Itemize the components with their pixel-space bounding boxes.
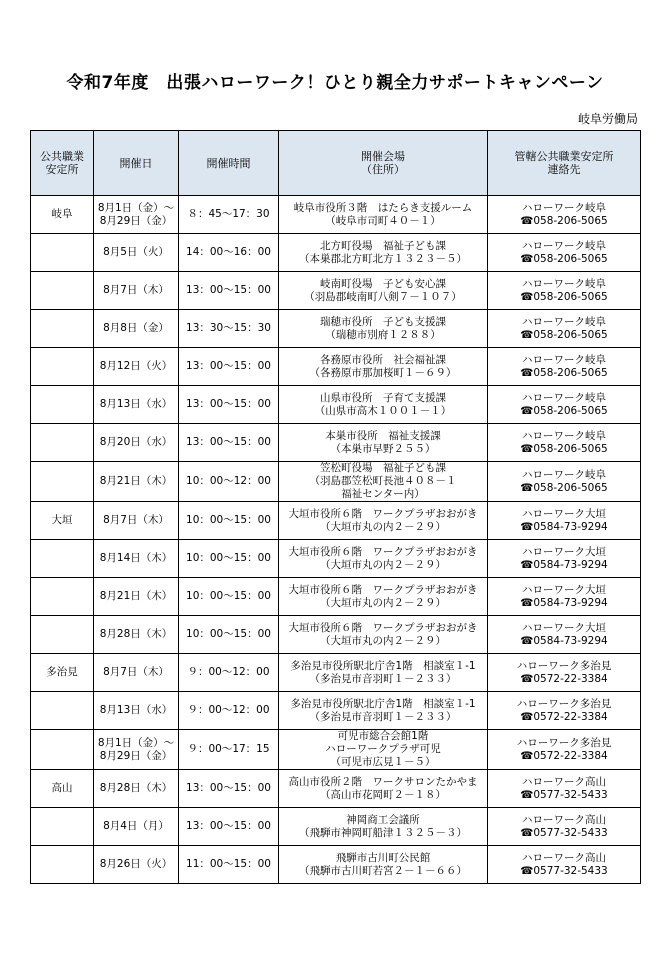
- cell-line: 8月12日（火）: [99, 360, 173, 372]
- table-header-row: [31, 131, 641, 196]
- cell-date: [94, 348, 179, 386]
- cell-office: [31, 540, 94, 578]
- cell-venue: [279, 462, 488, 502]
- cell-date: [94, 272, 179, 310]
- cell-office: [31, 272, 94, 310]
- cell-time: 10：00～12：00: [179, 462, 279, 502]
- cell-venue: [279, 846, 488, 884]
- cell-line: 8月28日（木）: [99, 628, 173, 640]
- cell-line: 笠松町役場 福祉子ども課: [320, 462, 446, 474]
- cell-line: 8月26日（火）: [99, 858, 173, 870]
- cell-line: 8月1日（金）～: [97, 201, 175, 214]
- table-row: [31, 540, 641, 578]
- cell-venue: [279, 310, 488, 348]
- office-name: ハローワーク大垣: [522, 621, 606, 634]
- header-time: 開催時間: [179, 131, 279, 196]
- cell-line: 8月14日（木）: [99, 552, 173, 564]
- cell-line: ハローワークプラザ可児: [325, 743, 441, 755]
- cell-venue: [279, 424, 488, 462]
- cell-time: 10：00～15：00: [179, 578, 279, 616]
- cell-contact: [488, 770, 641, 808]
- office-name: ハローワーク高山: [522, 775, 606, 788]
- cell-date: [94, 770, 179, 808]
- cell-line: （山県市高木１００１－１）: [314, 404, 452, 417]
- phone-number: ☎0584-73-9294: [520, 596, 608, 609]
- table-row: [31, 310, 641, 348]
- cell-office: [31, 730, 94, 770]
- cell-date: [94, 730, 179, 770]
- table-row: [31, 654, 641, 692]
- table-row: [31, 846, 641, 884]
- cell-line: 可児市総合会館1階: [337, 730, 429, 742]
- cell-venue: [279, 196, 488, 234]
- cell-contact: [488, 272, 641, 310]
- cell-contact: [488, 502, 641, 540]
- cell-time: 10：00～15：00: [179, 502, 279, 540]
- cell-office: [31, 616, 94, 654]
- cell-contact: [488, 846, 641, 884]
- phone-number: ☎058-206-5065: [520, 442, 608, 455]
- cell-line: 8月29日（金）: [99, 214, 173, 227]
- cell-line: 8月21日（木）: [99, 475, 173, 487]
- cell-contact: [488, 462, 641, 502]
- cell-line: 8月7日（木）: [103, 666, 169, 678]
- cell-venue: [279, 234, 488, 272]
- phone-number: ☎058-206-5065: [520, 252, 608, 265]
- cell-venue: [279, 654, 488, 692]
- cell-time: 13：30～15：30: [179, 310, 279, 348]
- office-name: ハローワーク岐阜: [522, 277, 606, 290]
- cell-contact: [488, 692, 641, 730]
- cell-contact: [488, 578, 641, 616]
- table-row: [31, 272, 641, 310]
- cell-contact: [488, 234, 641, 272]
- cell-date: [94, 654, 179, 692]
- table-row: [31, 730, 641, 770]
- cell-line: 山県市役所 子育て支援課: [320, 391, 446, 404]
- office-name: ハローワーク岐阜: [522, 353, 606, 366]
- cell-line: 8月28日（木）: [99, 782, 173, 794]
- office-name: ハローワーク多治見: [516, 736, 612, 749]
- cell-line: 大垣市役所６階 ワークプラザおおがき: [288, 583, 478, 596]
- cell-line: 8月4日（月）: [103, 820, 169, 832]
- cell-line: （羽島郡岐南町八剣７－１０７）: [304, 290, 462, 303]
- office-name: ハローワーク岐阜: [522, 239, 606, 252]
- cell-line: （多治見市音羽町１－２３３）: [309, 672, 457, 685]
- cell-line: 岐阜市役所３階 はたらき支援ルーム: [293, 201, 473, 214]
- cell-time: 14：00～16：00: [179, 234, 279, 272]
- office-name: ハローワーク岐阜: [522, 468, 606, 481]
- cell-contact: [488, 654, 641, 692]
- table-row: [31, 692, 641, 730]
- cell-line: 大垣市役所６階 ワークプラザおおがき: [288, 507, 478, 520]
- cell-venue: [279, 272, 488, 310]
- cell-date: [94, 808, 179, 846]
- cell-office: [31, 234, 94, 272]
- cell-line: 福祉センター内）: [341, 488, 425, 500]
- table-row: [31, 770, 641, 808]
- cell-venue: [279, 730, 488, 770]
- cell-line: （飛騨市古川町若宮２－１－６６）: [299, 864, 467, 877]
- office-name: ハローワーク岐阜: [522, 429, 606, 442]
- phone-number: ☎058-206-5065: [520, 290, 608, 303]
- header-venue: 開催会場 （住所）: [279, 131, 488, 196]
- cell-time: ８：45～17：30: [179, 196, 279, 234]
- phone-number: ☎0584-73-9294: [520, 520, 608, 533]
- cell-line: 本巣市役所 福祉支援課: [325, 429, 441, 442]
- cell-venue: [279, 616, 488, 654]
- table-row: [31, 234, 641, 272]
- cell-venue: [279, 692, 488, 730]
- cell-line: （大垣市丸の内２－２９）: [320, 634, 446, 647]
- phone-number: ☎0577-32-5433: [520, 826, 608, 839]
- cell-date: [94, 692, 179, 730]
- cell-office: 岐阜: [31, 196, 94, 234]
- phone-number: ☎058-206-5065: [520, 328, 608, 341]
- cell-date: [94, 462, 179, 502]
- cell-line: （高山市花岡町２－１８）: [320, 788, 446, 801]
- phone-number: ☎058-206-5065: [520, 214, 608, 227]
- cell-date: [94, 196, 179, 234]
- phone-number: ☎058-206-5065: [520, 404, 608, 417]
- phone-number: ☎0584-73-9294: [520, 634, 608, 647]
- cell-line: （大垣市丸の内２－２９）: [320, 558, 446, 571]
- cell-date: [94, 578, 179, 616]
- cell-line: 高山市役所２階 ワークサロンたかやま: [288, 775, 478, 788]
- table-row: [31, 424, 641, 462]
- office-name: ハローワーク岐阜: [522, 201, 606, 214]
- cell-line: （大垣市丸の内２－２９）: [320, 520, 446, 533]
- cell-time: 10：00～15：00: [179, 540, 279, 578]
- cell-venue: [279, 578, 488, 616]
- cell-line: （可児市広見１－５）: [330, 756, 436, 768]
- cell-line: （本巣市早野２５５）: [330, 442, 436, 455]
- office-name: ハローワーク多治見: [516, 659, 612, 672]
- cell-office: 多治見: [31, 654, 94, 692]
- phone-number: ☎0577-32-5433: [520, 864, 608, 877]
- cell-date: [94, 386, 179, 424]
- cell-date: [94, 502, 179, 540]
- cell-venue: [279, 386, 488, 424]
- cell-line: 多治見市役所駅北庁舎1階 相談室１-1: [290, 659, 476, 672]
- phone-number: ☎0572-22-3384: [520, 672, 608, 685]
- table-row: [31, 196, 641, 234]
- cell-contact: [488, 196, 641, 234]
- cell-line: 8月7日（木）: [103, 284, 169, 296]
- cell-line: 各務原市役所 社会福祉課: [320, 353, 446, 366]
- cell-line: （多治見市音羽町１－２３３）: [309, 710, 457, 723]
- cell-line: 北方町役場 福祉子ども課: [320, 239, 446, 252]
- cell-contact: [488, 310, 641, 348]
- cell-date: [94, 616, 179, 654]
- cell-line: 多治見市役所駅北庁舎1階 相談室１-1: [290, 697, 476, 710]
- cell-line: 大垣市役所６階 ワークプラザおおがき: [288, 545, 478, 558]
- cell-time: 10：00～15：00: [179, 616, 279, 654]
- cell-venue: [279, 348, 488, 386]
- cell-office: [31, 846, 94, 884]
- phone-number: ☎0584-73-9294: [520, 558, 608, 571]
- office-name: ハローワーク岐阜: [522, 315, 606, 328]
- cell-time: 13：00～15：00: [179, 348, 279, 386]
- phone-number: ☎0577-32-5433: [520, 788, 608, 801]
- header-office: 公共職業 安定所: [31, 131, 94, 196]
- cell-line: 瑞穂市役所 子ども支援課: [320, 315, 446, 328]
- cell-line: 飛騨市古川町公民館: [335, 851, 431, 864]
- cell-venue: [279, 540, 488, 578]
- cell-office: [31, 462, 94, 502]
- phone-number: ☎0572-22-3384: [520, 710, 608, 723]
- cell-office: [31, 310, 94, 348]
- office-name: ハローワーク大垣: [522, 583, 606, 596]
- table-row: [31, 578, 641, 616]
- cell-line: 岐南町役場 子ども安心課: [320, 277, 446, 290]
- cell-time: ９：00～12：00: [179, 654, 279, 692]
- cell-time: 13：00～15：00: [179, 770, 279, 808]
- cell-line: 8月20日（水）: [99, 436, 173, 448]
- cell-time: 13：00～15：00: [179, 272, 279, 310]
- cell-office: 大垣: [31, 502, 94, 540]
- cell-line: 8月1日（金）～: [97, 736, 175, 749]
- office-name: ハローワーク多治見: [516, 697, 612, 710]
- cell-line: （羽島郡笠松町長池４０８－１: [309, 475, 457, 487]
- schedule-table: [30, 130, 641, 884]
- cell-date: [94, 846, 179, 884]
- cell-line: （飛騨市神岡町船津１３２５－３）: [299, 826, 467, 839]
- table-row: [31, 808, 641, 846]
- cell-line: 大垣市役所６階 ワークプラザおおがき: [288, 621, 478, 634]
- cell-office: [31, 348, 94, 386]
- table-row: [31, 502, 641, 540]
- header-date: 開催日: [94, 131, 179, 196]
- cell-venue: [279, 808, 488, 846]
- cell-time: ９：00～12：00: [179, 692, 279, 730]
- cell-venue: [279, 502, 488, 540]
- cell-office: [31, 578, 94, 616]
- cell-line: （岐阜市司町４０－１）: [325, 214, 441, 227]
- cell-contact: [488, 616, 641, 654]
- office-name: ハローワーク高山: [522, 813, 606, 826]
- cell-line: 8月13日（水）: [99, 398, 173, 410]
- issuer-label: 岐阜労働局: [577, 112, 638, 126]
- office-name: ハローワーク岐阜: [522, 391, 606, 404]
- cell-office: [31, 808, 94, 846]
- cell-date: [94, 424, 179, 462]
- cell-contact: [488, 808, 641, 846]
- cell-line: 神岡商工会議所: [346, 813, 420, 826]
- cell-date: [94, 540, 179, 578]
- cell-time: 13：00～15：00: [179, 808, 279, 846]
- cell-contact: [488, 386, 641, 424]
- cell-time: 13：00～15：00: [179, 424, 279, 462]
- cell-time: 13：00～15：00: [179, 386, 279, 424]
- cell-office: 高山: [31, 770, 94, 808]
- cell-line: （本巣郡北方町北方１３２３－５）: [299, 252, 467, 265]
- phone-number: ☎058-206-5065: [520, 366, 608, 379]
- office-name: ハローワーク大垣: [522, 507, 606, 520]
- table-row: [31, 616, 641, 654]
- cell-date: [94, 234, 179, 272]
- cell-date: [94, 310, 179, 348]
- phone-number: ☎0572-22-3384: [520, 749, 608, 762]
- cell-line: 8月13日（水）: [99, 704, 173, 716]
- cell-contact: [488, 730, 641, 770]
- cell-line: （大垣市丸の内２－２９）: [320, 596, 446, 609]
- cell-time: ９：00～17：15: [179, 730, 279, 770]
- cell-line: 8月8日（金）: [103, 322, 169, 334]
- cell-office: [31, 424, 94, 462]
- cell-line: 8月5日（火）: [103, 246, 169, 258]
- cell-venue: [279, 770, 488, 808]
- table-row: [31, 348, 641, 386]
- table-row: [31, 462, 641, 502]
- cell-contact: [488, 540, 641, 578]
- cell-line: （瑞穂市別府１２８８）: [325, 328, 441, 341]
- page-title: 令和7年度 出張ハローワーク！ひとり親全力サポートキャンペーン: [66, 73, 604, 93]
- cell-line: （各務原市那加桜町１－６９）: [309, 366, 457, 379]
- office-name: ハローワーク大垣: [522, 545, 606, 558]
- phone-number: ☎058-206-5065: [520, 481, 608, 494]
- cell-time: 11：00～15：00: [179, 846, 279, 884]
- cell-office: [31, 692, 94, 730]
- cell-line: 8月21日（木）: [99, 590, 173, 602]
- cell-line: 8月7日（木）: [103, 514, 169, 526]
- office-name: ハローワーク高山: [522, 851, 606, 864]
- cell-line: 8月29日（金）: [99, 749, 173, 762]
- cell-contact: [488, 424, 641, 462]
- table-row: [31, 386, 641, 424]
- cell-office: [31, 386, 94, 424]
- table-body: [31, 196, 641, 884]
- header-contact: 管轄公共職業安定所 連絡先: [488, 131, 641, 196]
- cell-contact: [488, 348, 641, 386]
